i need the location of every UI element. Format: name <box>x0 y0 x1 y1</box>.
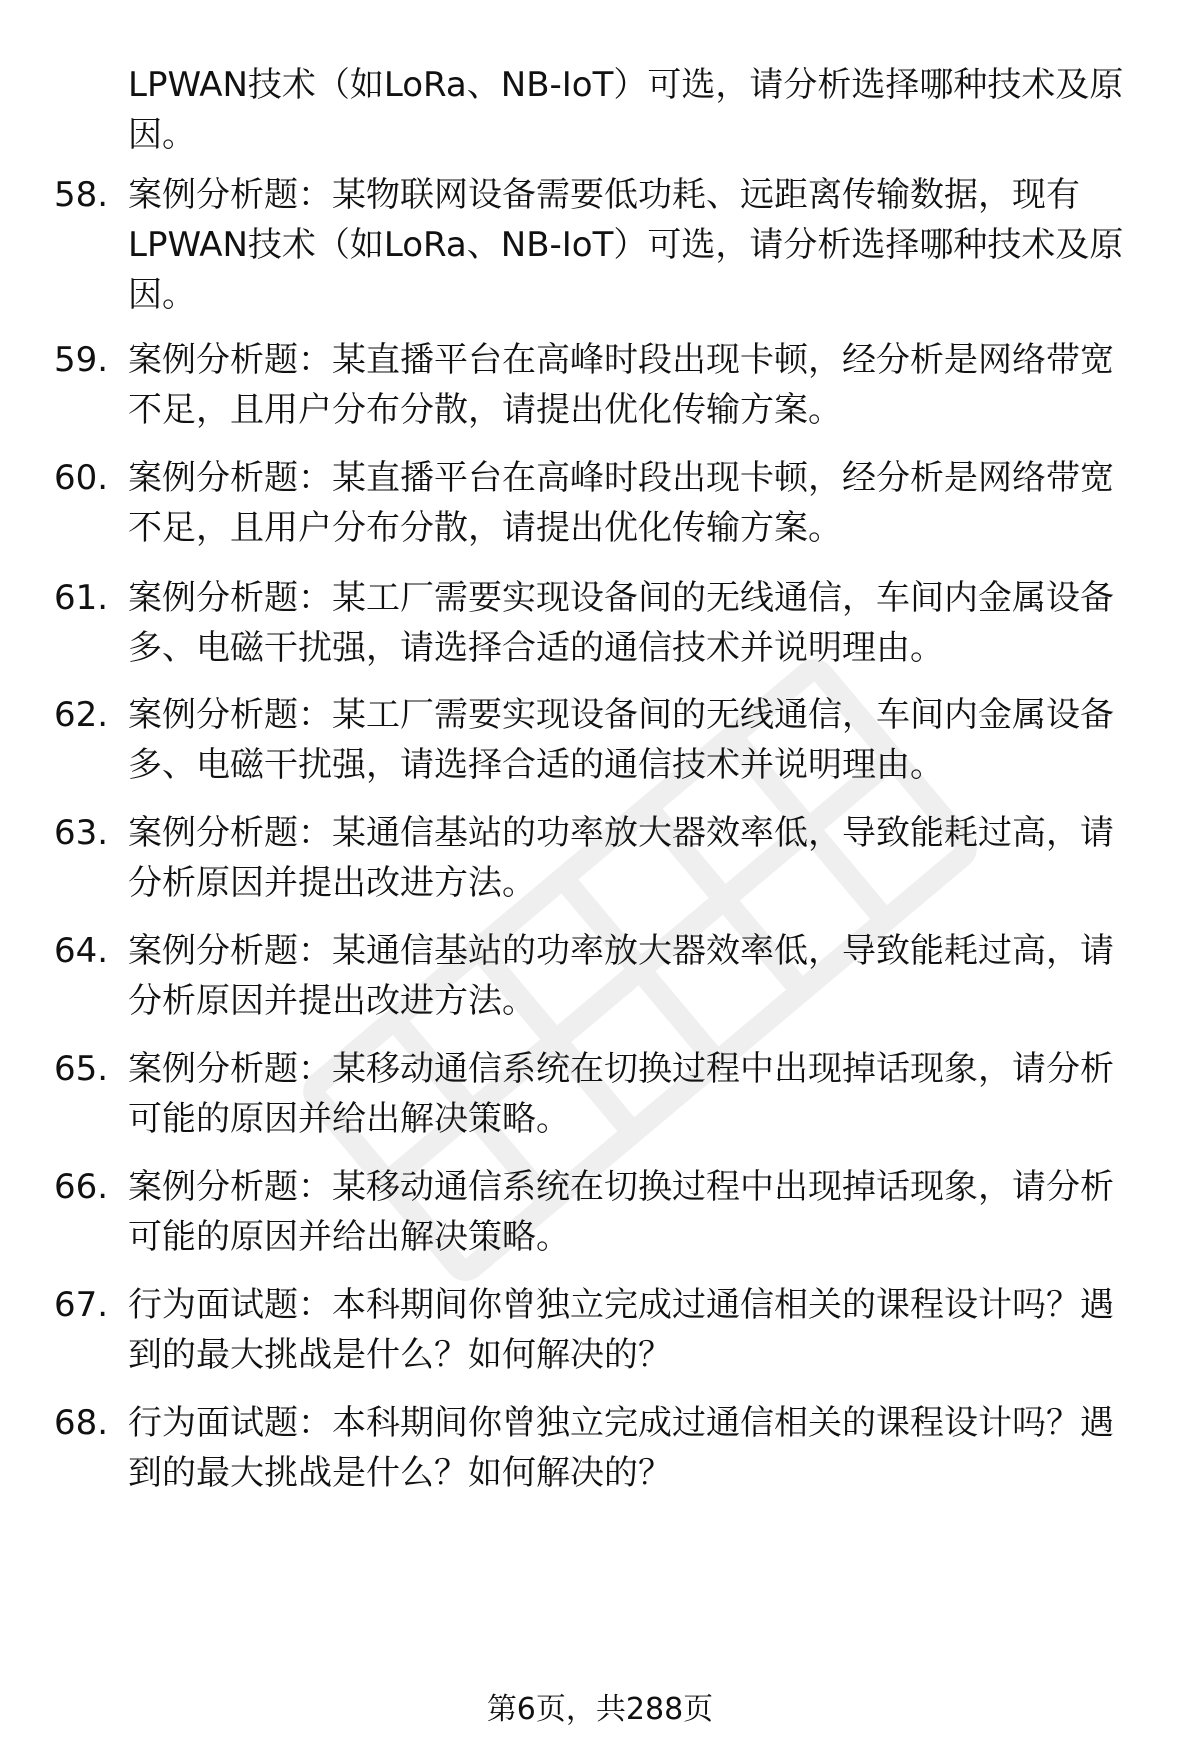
page-footer: 第6页，共288页 <box>486 1692 714 1727</box>
question-text: 案例分析题：某通信基站的功率放大器效率低，导致能耗过高，请分析原因并提出改进方法。 <box>128 813 1114 903</box>
question-number: 66. <box>54 1167 109 1207</box>
question-number: 65. <box>54 1049 109 1089</box>
question-number: 64. <box>54 931 109 971</box>
question-number: 63. <box>54 813 109 853</box>
question-number: 68. <box>54 1403 109 1443</box>
question-text: 案例分析题：某直播平台在高峰时段出现卡顿，经分析是网络带宽不足，且用户分布分散，请提出优化传输方案。 <box>128 340 1114 430</box>
question-number: 62. <box>54 695 109 735</box>
question-text: 案例分析题：某移动通信系统在切换过程中出现掉话现象，请分析可能的原因并给出解决策略。 <box>128 1049 1114 1139</box>
question-text: 案例分析题：某移动通信系统在切换过程中出现掉话现象，请分析可能的原因并给出解决策略。 <box>128 1167 1114 1257</box>
question-number: 58. <box>54 175 109 215</box>
question-text: 案例分析题：某工厂需要实现设备间的无线通信，车间内金属设备多、电磁干扰强，请选择合适的通信技术并说明理由。 <box>128 578 1114 668</box>
continued-question-text: LPWAN技术（如LoRa、NB-IoT）可选，请分析选择哪种技术及原因。 <box>128 65 1124 155</box>
question-number: 60. <box>54 458 109 498</box>
question-number: 61. <box>54 578 109 618</box>
question-text: 案例分析题：某工厂需要实现设备间的无线通信，车间内金属设备多、电磁干扰强，请选择合适的通信技术并说明理由。 <box>128 695 1114 785</box>
question-number: 67. <box>54 1285 109 1325</box>
question-text: 行为面试题：本科期间你曾独立完成过通信相关的课程设计吗？遇到的最大挑战是什么？如何解决的？ <box>128 1403 1114 1493</box>
question-number: 59. <box>54 340 109 380</box>
question-text: 行为面试题：本科期间你曾独立完成过通信相关的课程设计吗？遇到的最大挑战是什么？如何解决的？ <box>128 1285 1114 1375</box>
question-text: 案例分析题：某通信基站的功率放大器效率低，导致能耗过高，请分析原因并提出改进方法。 <box>128 931 1114 1021</box>
question-text: 案例分析题：某物联网设备需要低功耗、远距离传输数据，现有LPWAN技术（如LoRa、NB-IoT）可选，请分析选择哪种技术及原因。 <box>128 175 1124 315</box>
question-text: 案例分析题：某直播平台在高峰时段出现卡顿，经分析是网络带宽不足，且用户分布分散，请提出优化传输方案。 <box>128 458 1114 548</box>
